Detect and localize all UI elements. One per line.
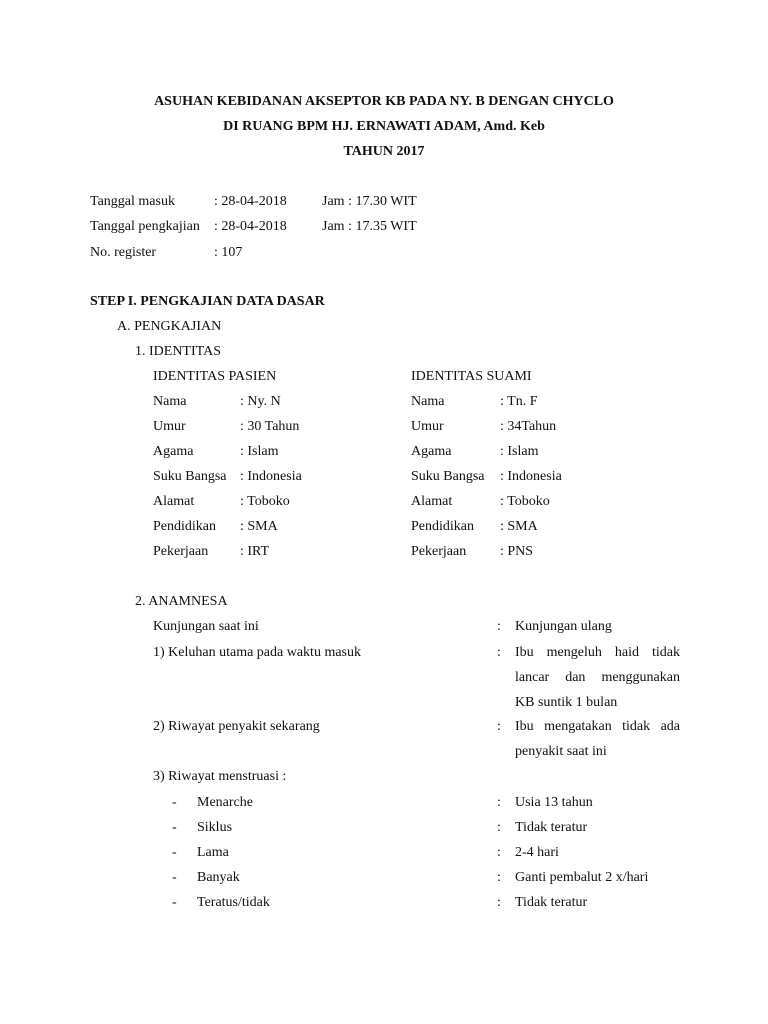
teratur-label: Teratus/tidak (197, 895, 270, 910)
banyak-value: Ganti pembalut 2 x/hari (515, 870, 649, 885)
pasien-value-agama: : Islam (240, 444, 279, 459)
keluhan-value-line2: lancar dan menggunakan (515, 670, 680, 685)
pasien-value-umur: : 30 Tahun (240, 419, 300, 434)
suami-value-pendidikan: : SMA (500, 519, 538, 534)
identitas-suami-heading: IDENTITAS SUAMI (411, 369, 532, 384)
doc-title-line2: DI RUANG BPM HJ. ERNAWATI ADAM, Amd. Keb (223, 119, 545, 134)
menarche-colon: : (497, 795, 501, 810)
identitas-pasien-heading: IDENTITAS PASIEN (153, 369, 277, 384)
pasien-value-pekerjaan: : IRT (240, 544, 270, 559)
admin-value-tanggal-masuk: : 28-04-2018 (214, 194, 287, 209)
suami-value-agama: : Islam (500, 444, 539, 459)
doc-title-line1: ASUHAN KEBIDANAN AKSEPTOR KB PADA NY. B DENGAN CHYCLO (154, 94, 614, 109)
keluhan-value-line3: KB suntik 1 bulan (515, 695, 618, 710)
suami-label-nama: Nama (411, 394, 445, 409)
pasien-label-suku-bangsa: Suku Bangsa (153, 469, 227, 484)
kunjungan-value: Kunjungan ulang (515, 619, 612, 634)
pasien-label-agama: Agama (153, 444, 194, 459)
kunjungan-label: Kunjungan saat ini (153, 619, 259, 634)
keluhan-label: 1) Keluhan utama pada waktu masuk (153, 645, 361, 660)
admin-time-tanggal-pengkajian: Jam : 17.35 WIT (322, 219, 417, 234)
suami-value-suku-bangsa: : Indonesia (500, 469, 562, 484)
suami-value-umur: : 34Tahun (500, 419, 557, 434)
riwayat-penyakit-value-line1: Ibu mengatakan tidak ada (515, 719, 680, 734)
menstruasi-dash: - (172, 795, 177, 810)
menstruasi-dash: - (172, 820, 177, 835)
pasien-value-alamat: : Toboko (240, 494, 290, 509)
doc-title-line3: TAHUN 2017 (343, 144, 425, 159)
suami-value-nama: : Tn. F (500, 394, 538, 409)
suami-label-agama: Agama (411, 444, 452, 459)
pasien-label-umur: Umur (153, 419, 186, 434)
admin-value-tanggal-pengkajian: : 28-04-2018 (214, 219, 287, 234)
keluhan-value-line1: Ibu mengeluh haid tidak (515, 645, 680, 660)
teratur-value: Tidak teratur (515, 895, 588, 910)
pasien-value-suku-bangsa: : Indonesia (240, 469, 302, 484)
riwayat-menstruasi-label: 3) Riwayat menstruasi : (153, 769, 287, 784)
pasien-value-nama: : Ny. N (240, 394, 281, 409)
riwayat-penyakit-value-line2: penyakit saat ini (515, 744, 607, 759)
menstruasi-dash: - (172, 870, 177, 885)
suami-label-umur: Umur (411, 419, 444, 434)
siklus-label: Siklus (197, 820, 233, 835)
siklus-colon: : (497, 820, 501, 835)
suami-label-alamat: Alamat (411, 494, 453, 509)
suami-value-alamat: : Toboko (500, 494, 550, 509)
identitas-heading: 1. IDENTITAS (135, 344, 221, 359)
admin-label-tanggal-pengkajian: Tanggal pengkajian (90, 219, 200, 234)
banyak-label: Banyak (197, 870, 240, 885)
suami-label-pendidikan: Pendidikan (411, 519, 474, 534)
riwayat-penyakit-label: 2) Riwayat penyakit sekarang (153, 719, 320, 734)
menarche-label: Menarche (197, 795, 253, 810)
siklus-value: Tidak teratur (515, 820, 588, 835)
step1-heading: STEP I. PENGKAJIAN DATA DASAR (90, 294, 325, 309)
admin-time-tanggal-masuk: Jam : 17.30 WIT (322, 194, 417, 209)
pasien-label-pendidikan: Pendidikan (153, 519, 216, 534)
admin-label-no-register: No. register (90, 245, 157, 260)
section-a-heading: A. PENGKAJIAN (117, 319, 222, 334)
kunjungan-colon: : (497, 619, 501, 634)
pasien-label-pekerjaan: Pekerjaan (153, 544, 209, 559)
lama-label: Lama (197, 845, 229, 860)
lama-value: 2-4 hari (515, 845, 559, 860)
keluhan-colon: : (497, 645, 501, 660)
banyak-colon: : (497, 870, 501, 885)
lama-colon: : (497, 845, 501, 860)
pasien-label-alamat: Alamat (153, 494, 195, 509)
menstruasi-dash: - (172, 895, 177, 910)
suami-value-pekerjaan: : PNS (500, 544, 534, 559)
pasien-label-nama: Nama (153, 394, 187, 409)
suami-label-suku-bangsa: Suku Bangsa (411, 469, 485, 484)
admin-label-tanggal-masuk: Tanggal masuk (90, 194, 175, 209)
pasien-value-pendidikan: : SMA (240, 519, 278, 534)
riwayat-penyakit-colon: : (497, 719, 501, 734)
menstruasi-dash: - (172, 845, 177, 860)
menarche-value: Usia 13 tahun (515, 795, 593, 810)
anamnesa-heading: 2. ANAMNESA (135, 594, 228, 609)
teratur-colon: : (497, 895, 501, 910)
suami-label-pekerjaan: Pekerjaan (411, 544, 467, 559)
admin-value-no-register: : 107 (214, 245, 243, 260)
